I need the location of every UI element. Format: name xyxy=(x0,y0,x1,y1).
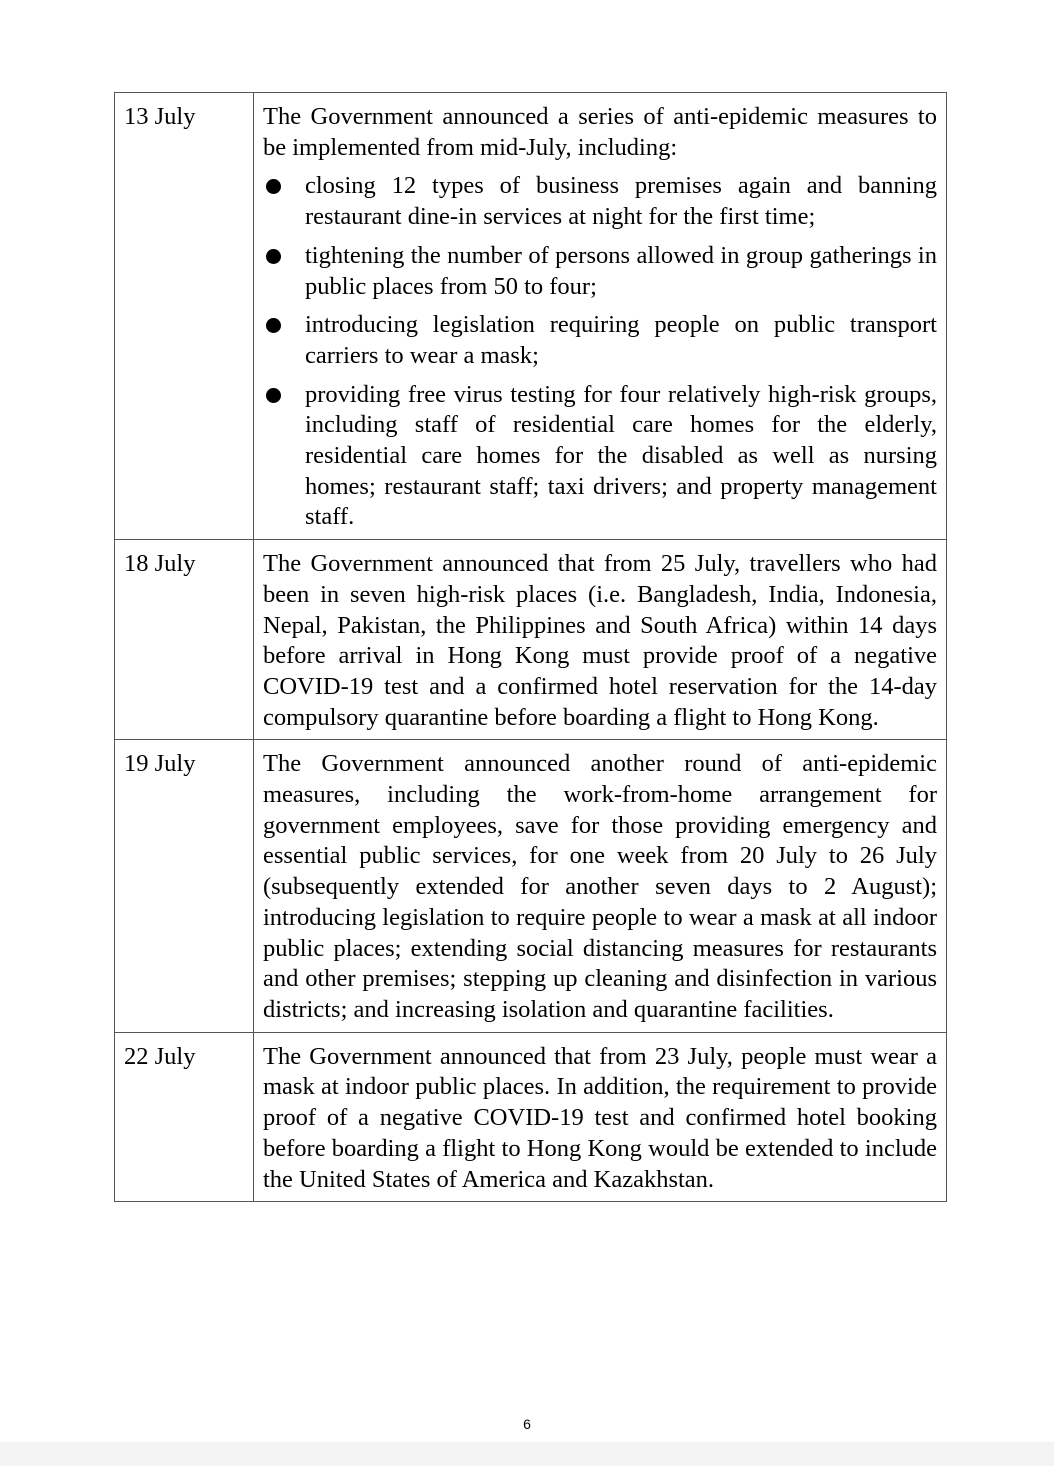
table-row xyxy=(115,1032,947,1202)
list-item xyxy=(263,171,937,232)
bullet-icon xyxy=(266,388,281,403)
viewer-bottom-band xyxy=(0,1442,1054,1466)
description-cell: The Government announced that from 23 July, people must wear a mask at indoor public places. In addition, the requirement to provide proof of a negative COVID-19 test and confirmed hotel booking before boarding a flight to Hong Kong would be extended to include the United States of America and Kazakhstan. xyxy=(254,1032,947,1202)
bullet-icon xyxy=(266,318,281,333)
bullet-list xyxy=(263,171,937,533)
date-cell: 22 July xyxy=(115,1032,254,1202)
bullet-icon xyxy=(266,249,281,264)
date-cell: 19 July xyxy=(115,740,254,1032)
list-item-text: introducing legislation requiring people on public transport carriers to wear a mask; xyxy=(305,311,937,369)
page-number: 6 xyxy=(523,1416,531,1432)
list-item-text: closing 12 types of business premises again and banning restaurant dine-in services at night for the first time; xyxy=(305,172,937,231)
table-row xyxy=(115,740,947,1032)
list-item xyxy=(263,310,937,371)
bullet-icon xyxy=(266,179,281,194)
table-row xyxy=(115,93,947,540)
list-item-text: tightening the number of persons allowed in group gatherings in public places from 50 to four; xyxy=(305,241,937,300)
date-cell: 18 July xyxy=(115,540,254,740)
description-cell: The Government announced another round of anti-epidemic measures, including the work-from-home arrangement for government employees, save for those providing emergency and essential public services, for one week from 20 July to 26 July (subsequently extended for another seven days to 2 August); introducing legislation to require people to wear a mask at all indoor public places; extending social distancing measures for restaurants and other premises; stepping up cleaning and disinfection in various districts; and increasing isolation and quarantine facilities. xyxy=(254,740,947,1032)
table-row xyxy=(115,540,947,740)
timeline-table xyxy=(114,92,947,1202)
list-item xyxy=(263,241,937,302)
description-cell: The Government announced that from 25 July, travellers who had been in seven high-risk places (i.e. Bangladesh, India, Indonesia, Nepal, Pakistan, the Philippines and South Africa) within 14 days before arrival in Hong Kong must provide proof of a negative COVID-19 test and a confirmed hotel reservation for the 14-day compulsory quarantine before boarding a flight to Hong Kong. xyxy=(254,540,947,740)
list-item-text: providing free virus testing for four relatively high-risk groups, including staff of residential care homes for the elderly, residential care homes for the disabled as well as nursing homes; restaurant staff; taxi drivers; and property management staff. xyxy=(305,380,937,531)
list-item xyxy=(263,380,937,534)
date-cell: 13 July xyxy=(115,93,254,540)
description-intro: The Government announced a series of anti-epidemic measures to be implemented from mid-July, including: xyxy=(263,103,937,161)
description-cell xyxy=(254,93,947,540)
